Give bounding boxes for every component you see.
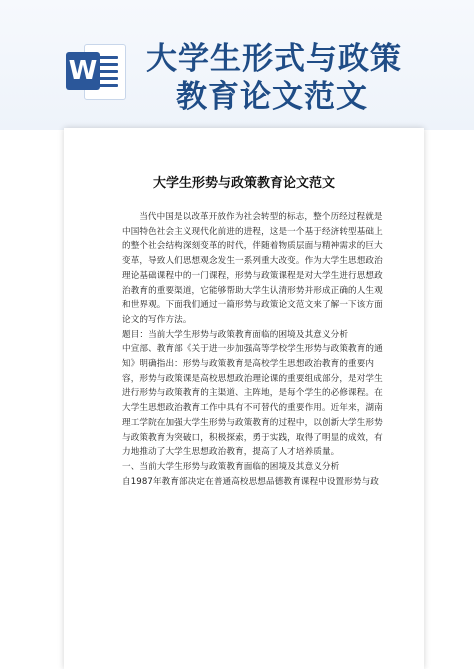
banner-title (146, 40, 466, 116)
document-body (122, 210, 384, 489)
document-title: 大学生形势与政策教育论文范文 (152, 176, 335, 191)
document-page (64, 128, 424, 669)
word-logo-letter: W (66, 52, 100, 90)
section-heading: 一、当前大学生形势与政策教育面临的困境及其意义分析 (122, 461, 340, 472)
banner-title-line2: 教育论文范文 (176, 79, 368, 115)
banner-title-line1: 大学生形式与政策 (146, 41, 402, 77)
header-banner (0, 0, 474, 130)
paragraph-intro: 当代中国是以改革开放作为社会转型的标志，整个历经过程就是中国特色社会主义现代化前进的进程，这是一个基于经济转型基础上的整个社会结构深刻变革的时代，伴随着物质层面与精神需求的巨大变革，导致人们思想观念发生一系列重大改变。作为大学生思想政治理论基础课程中的一门课程，形势与政策课程是对大学生进行思想政治教育的重要渠道，它能够帮助大学生认清形势并形成正确的人生观和世界观。下面我们通过一篇形势与政策论文范文来了解一下该方面论文的写作方法。 (122, 212, 383, 325)
paragraph-history: 自1987年教育部决定在普通高校思想品德教育课程中设置形势与政 (122, 476, 380, 487)
paragraph-notice: 中宣部、教育部《关于进一步加强高等学校学生形势与政策教育的通知》明确指出：形势与政策教育是高校学生思想政治教育的重要内容，形势与政策课是高校思想政治理论课的重要组成部分，是对学生进行形势与政策教育的主渠道、主阵地，是每个学生的必修课程。在大学生思想政治教育工作中具有不可替代的重要作用。近年来，湖南理工学院在加强大学生形势与政策教育的过程中，以创新大学生形势与政策教育为突破口，积极探索，勇于实践，取得了明显的成效，有力地推动了大学生思想政治教育，提高了人才培养质量。 (122, 344, 383, 458)
paragraph-topic: 题目：当前大学生形势与政策教育面临的困境及其意义分析 (122, 329, 349, 340)
word-logo-icon (64, 40, 126, 102)
